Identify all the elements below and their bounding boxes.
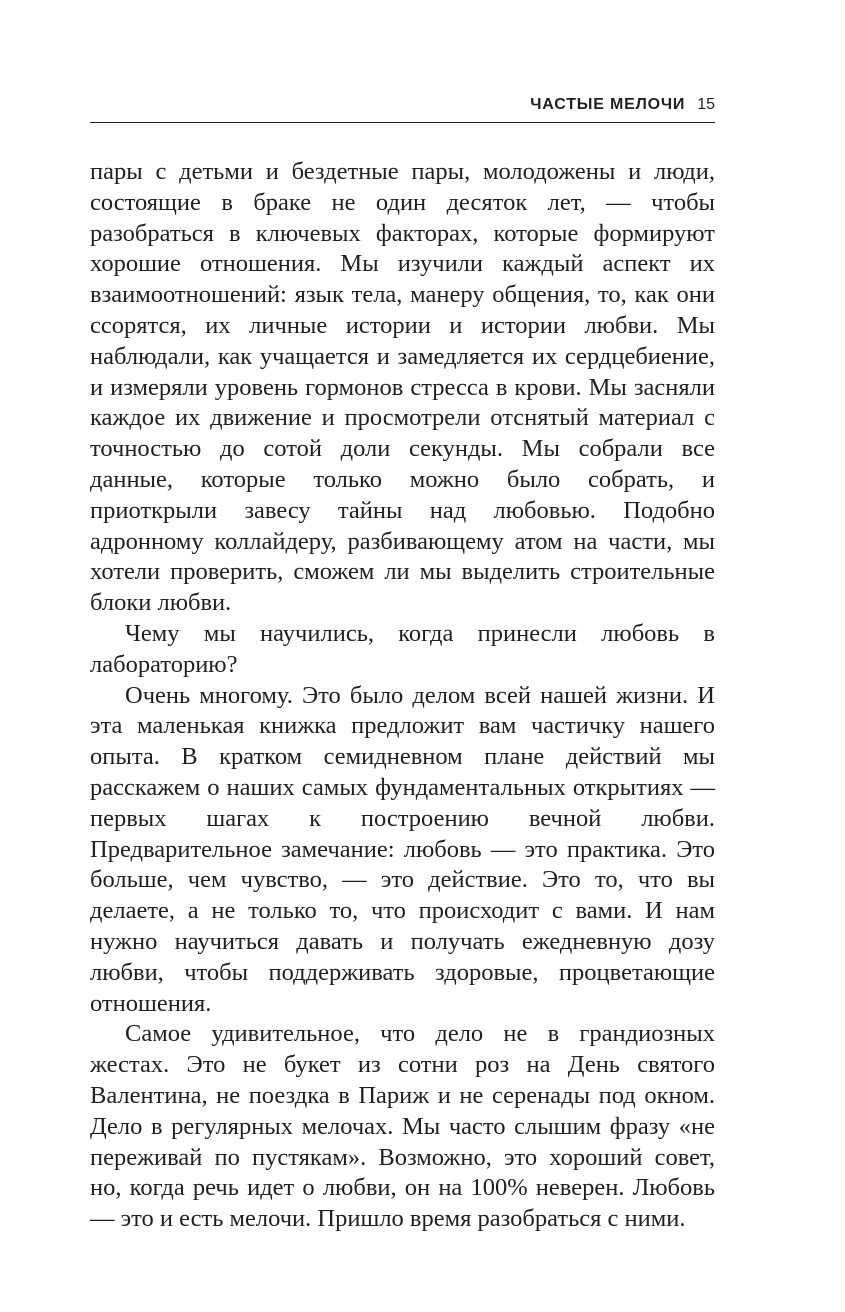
chapter-title: ЧАСТЫЕ МЕЛОЧИ: [530, 96, 686, 113]
paragraph-question: Чему мы научились, когда принесли любовь в лабораторию?: [90, 619, 715, 678]
page-number: 15: [697, 96, 715, 113]
paragraph-continuation: пары с детьми и бездетные пары, молодожены и люди, состоящие в браке не один десяток лет, — чтобы разобраться в ключевых факторах, которые формируют хорошие отношения. Мы изучили каждый аспект их взаимоотношений: язык тела, манеру общения, то, как они ссорятся, их личные истории и истории любви. Мы наблюдали, как учащается и замедляется их сердцебиение, и измеряли уровень гормонов стресса в крови. Мы засняли каждое их движение и просмотрели отснятый материал с точностью до сотой доли секунды. Мы собрали все данные, которые только можно было собрать, и приоткрыли завесу тайны над любовью. Подобно адронному коллайдеру, разбивающему атом на части, мы хотели проверить, сможем ли мы выделить строительные блоки любви.: [90, 158, 715, 617]
paragraph-answer: Очень многому. Это было делом всей нашей жизни. И эта маленькая книжка предложит вам частичку нашего опыта. В кратком семидневном плане действий мы расскажем о наших самых фундаментальных открытиях — первых шагах к построению вечной любви. Предварительное замечание: любовь — это практика. Это больше, чем чувство, — это действие. Это то, что вы делаете, а не только то, что происходит с вами. И нам нужно научиться давать и получать ежедневную дозу любви, чтобы поддерживать здоровые, процветающие отношения.: [90, 681, 715, 1017]
body-text: [90, 157, 715, 1235]
paragraph-small-things: Самое удивительное, что дело не в грандиозных жестах. Это не букет из сотни роз на День святого Валентина, не поездка в Париж и не серенады под окном. Дело в регулярных мелочах. Мы часто слышим фразу «не переживай по пустякам». Возможно, это хороший совет, но, когда речь идет о любви, он на 100% неверен. Любовь — это и есть мелочи. Пришло время разобраться с ними.: [90, 1020, 715, 1233]
running-header: [90, 96, 715, 123]
